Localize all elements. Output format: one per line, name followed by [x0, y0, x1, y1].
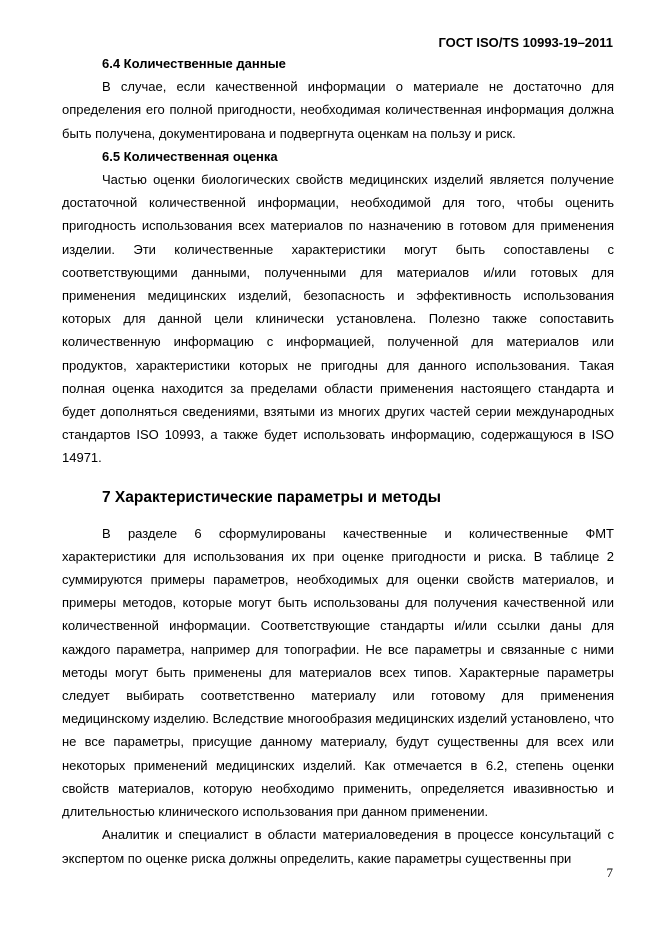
document-body [62, 52, 614, 870]
section-7-paragraph-2: Аналитик и специалист в области материаловедения в процессе консультаций с экспертом по оценке риска должны определить, какие параметры существенны при [62, 827, 614, 866]
section-7-heading: 7 Характеристические параметры и методы [102, 488, 441, 506]
section-6-4-heading: 6.4 Количественные данные [102, 56, 286, 71]
section-6-5-heading: 6.5 Количественная оценка [102, 148, 278, 164]
section-6-4-paragraph: В случае, если качественной информации о материале не достаточно для определения его полной пригодности, необходимая количественная информация должна быть получена, документирована и подвергнута оценкам на пользу и риск. [62, 79, 614, 141]
page-number: 7 [606, 865, 613, 880]
section-7-paragraph-1: В разделе 6 сформулированы качественные и количественные ФМТ характеристики для использования их при оценке пригодности и риска. В таблице 2 суммируются примеры параметров, необходимых для оценки свойств материалов, и примеры методов, которые могут быть использованы для получения качественной или количественной информации. Соответствующие стандарты и/или ссылки даны для каждого параметра, например для топографии. Не все параметры и связанные с ними методы могут быть применены для материалов всех типов. Характерные параметры следует выбирать соответственно материалу или готовому для применения медицинскому изделию. Вследствие многообразия медицинских изделий установлено, что не все параметры, присущие данному материалу, будут существенны для всех или некоторых применений медицинских изделий. Как отмечается в 6.2, степень оценки свойств материалов, которую необходимо применить, определяется ивазивностью и длительностью клинического использования при данном применении. [62, 525, 614, 820]
section-6-5-paragraph: Частью оценки биологических свойств медицинских изделий является получение достаточной количественной информации, необходимой для того, чтобы оценить пригодность использования всех материалов по назначению в готовом для применения изделии. Эти количественные характеристики могут быть сопоставлены с соответствующими данными, полученными для материалов и/или готовых для применения медицинских изделий, безопасность и эффективность использования которых для данной цели клинически установлена. Полезно также сопоставить количественную информацию с информацией, полученной для материалов или продуктов, характеристики которых не пригодны для данного использования. Такая полная оценка находится за пределами области применения настоящего стандарта и будет дополняться сведениями, взятыми из многих других частей серии международных стандартов ISO 10993, а также будет использовать информацию, содержащуюся в ISO 14971. [62, 172, 614, 466]
document-header: ГОСТ ISO/TS 10993-19–2011 [438, 35, 613, 50]
